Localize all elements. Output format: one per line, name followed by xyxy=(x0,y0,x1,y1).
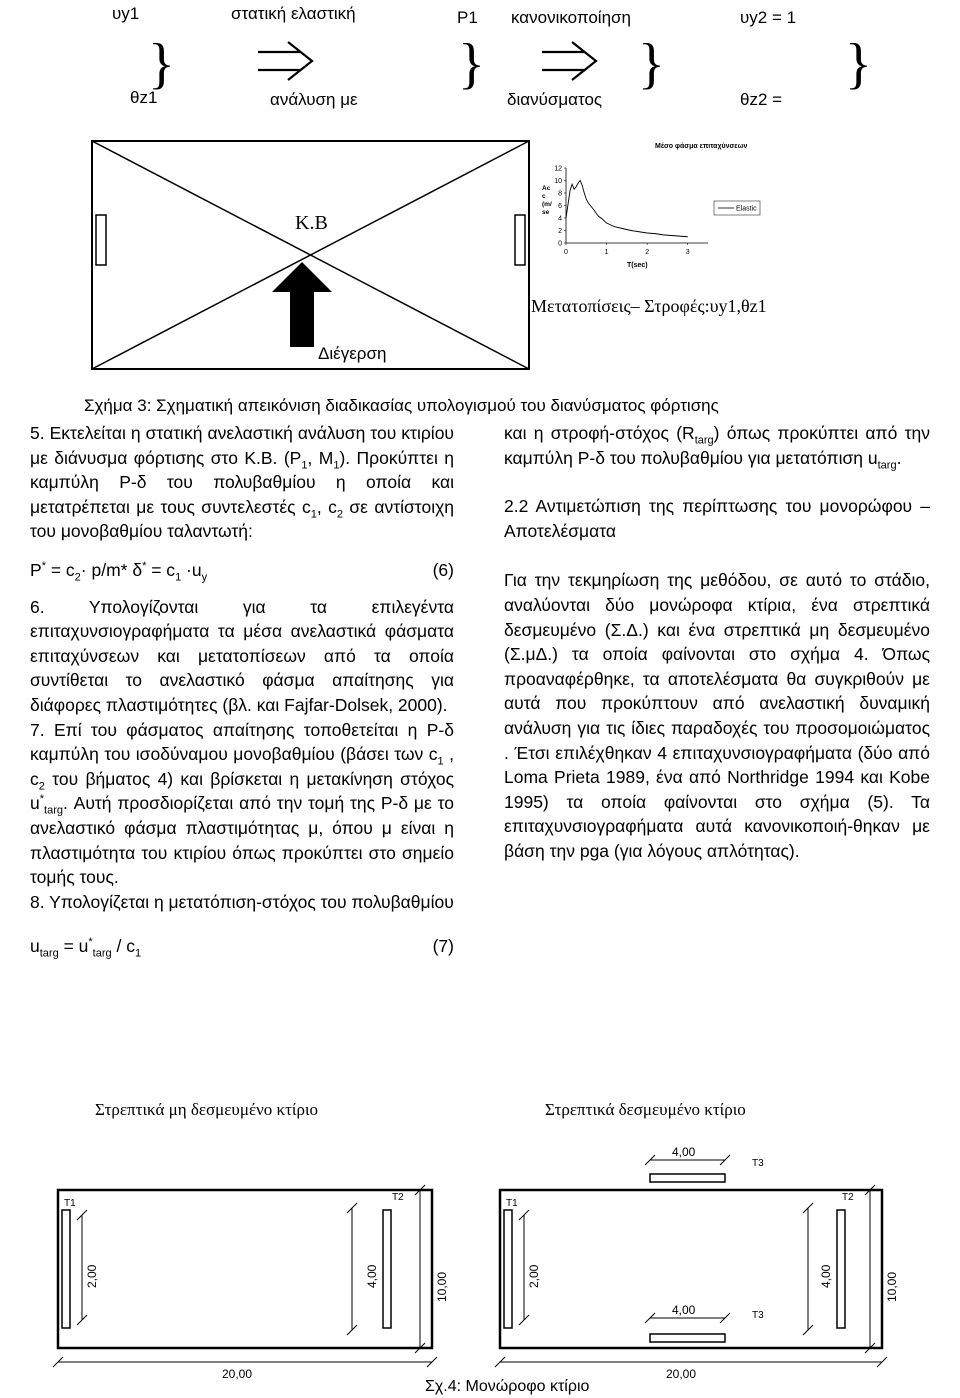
right-brace-icon: } xyxy=(638,33,665,95)
left-column xyxy=(30,421,454,959)
x-tick-label: 2 xyxy=(645,249,650,256)
wall-element xyxy=(650,1334,725,1342)
dim-10-left: 10,00 xyxy=(435,1271,449,1302)
thz1-label: θz1 xyxy=(130,88,158,107)
y-axis-label: Ac xyxy=(542,185,551,192)
fig4-right-title: Στρεπτικά δεσμευμένο κτίριο xyxy=(545,1100,746,1119)
t3-label: T3 xyxy=(752,1310,764,1321)
section-heading-2-2: 2.2 Αντιμετώπιση της περίπτωσης του μονορώφου – Αποτελέσματα xyxy=(504,496,930,541)
y-tick-label: 8 xyxy=(558,190,562,198)
legend-label: Elastic xyxy=(736,205,757,213)
dim-10-right: 10,00 xyxy=(885,1271,899,1302)
excitation-label: Διέγερση xyxy=(318,344,387,363)
t1-label: T1 xyxy=(506,1198,518,1209)
analysis-with-label: ανάλυση με xyxy=(270,90,358,109)
normalization-label: κανονικοποίηση xyxy=(511,8,631,27)
dim-4-left: 4,00 xyxy=(365,1264,379,1288)
y-tick-label: 0 xyxy=(558,240,562,248)
paragraph-step-8: 8. Υπολογίζεται η μετατόπιση-στόχος του πολυβαθμίου xyxy=(30,891,454,912)
figure-4-caption: Σχ.4: Μονώροφο κτίριο xyxy=(425,1378,590,1395)
paragraph-single-storey: Για την τεκμηρίωση της μεθόδου, σε αυτό το στάδιο, αναλύονται δύο μονώροφα κτίρια, ένα στρεπτικά δεσμευμένο (Σ.Δ.) και ένα στρεπτικά μη δεσμευμένο (Σ.μΔ.) τα οποία φαίνονται στο σχήμα 4. Όπως προαναφέρθηκε, τα αποτελέσματα θα συγκριθούν με αυτά που προκύπτουν από ανελαστική δυναμική ανάλυση για τις ίδιες παραδοχές του προσομοιώματος . Έτσι επιλέχθηκαν 4 επιταχυνσιογραφήματα (δύο από Loma Prieta 1989, ένα από Northridge 1994 και Kobe 1995) τα οποία φαίνονται στο σχήμα (5). Τα επιταχυνσιογραφήματα αυτά κανονικοποιή-θηκαν με βάση την pga (για λόγους απλότητας). xyxy=(504,570,930,861)
wall-element xyxy=(383,1210,391,1328)
p1-label: P1 xyxy=(457,8,478,27)
t2-label: T2 xyxy=(842,1192,854,1203)
dim-2-left: 2,00 xyxy=(85,1264,99,1288)
wall-element xyxy=(62,1210,70,1328)
implies-arrow-icon xyxy=(542,42,596,80)
excitation-arrow-icon xyxy=(272,262,332,352)
right-brace-icon: } xyxy=(845,33,872,95)
wall-element xyxy=(96,215,106,265)
wall-element xyxy=(837,1210,845,1328)
uy1-label: υy1 xyxy=(112,4,140,23)
chart-title: Μέσο φάσμα επιταχύνσεων xyxy=(655,143,748,150)
equation-number: (6) xyxy=(432,559,454,580)
wall-element xyxy=(515,215,525,265)
kb-label: K.B xyxy=(295,212,328,234)
static-elastic-label: στατική ελαστική xyxy=(231,4,356,23)
fig4-plans xyxy=(0,1140,960,1380)
implies-arrow-icon xyxy=(258,42,312,80)
x-tick-label: 0 xyxy=(564,249,568,256)
t3-label: T3 xyxy=(752,1158,764,1169)
implies-arrows xyxy=(0,0,960,120)
wall-element xyxy=(650,1174,725,1182)
wall-element xyxy=(504,1210,512,1328)
equation-6: $P^* = c_2\cdot p/m*$ $\delta^* = c_1 \cdot u_y$ (6) xyxy=(30,559,454,584)
displacements-label: Μετατοπίσεις– Στροφές:υy1,θz1 xyxy=(531,296,767,316)
paragraph-step-5: 5. Εκτελείται η στατική ανελαστική ανάλυση του κτιρίου με διάνυσμα φόρτισης στο K.B. ($P_1$, $M_1$). Προκύπτει η καμπύλη P-δ του πολυβαθμίου η οποία και μετατρέπεται με τους συντελεστές $c_1$, $c_2$ σε αντίστοιχη του μονοβαθμίου ταλαντωτή: xyxy=(30,423,455,542)
x-tick-label: 1 xyxy=(604,249,609,256)
right-building-plan xyxy=(495,1145,899,1381)
dim-2-right: 2,00 xyxy=(527,1264,541,1288)
equation-7: $u_{targ} = u^*_{targ} / c_1$ (7) xyxy=(30,936,454,960)
right-column xyxy=(504,421,930,864)
dim-4-top: 4,00 xyxy=(672,1145,696,1159)
y-tick-label: 12 xyxy=(554,165,562,173)
right-brace-icon: } xyxy=(148,33,175,95)
y-tick-label: 6 xyxy=(558,203,562,210)
dim-4-right: 4,00 xyxy=(819,1264,833,1288)
x-axis-label: T(sec) xyxy=(627,262,648,269)
y-axis-label: c xyxy=(542,193,546,200)
t2-label: T2 xyxy=(392,1192,404,1203)
equation-number: (7) xyxy=(432,936,454,957)
dim-20-right: 20,00 xyxy=(666,1367,697,1381)
y-axis-label: (m/ xyxy=(542,201,552,208)
spectrum-chart xyxy=(530,138,870,278)
vector-label: διανύσματος xyxy=(507,90,603,109)
t1-label: T1 xyxy=(64,1198,76,1209)
paragraph-target-rotation: και η στροφή-στόχος $(R_{targ})$ όπως προκύπτει από την καμπύλη P-δ του πολυβαθμίου για μετατόπιση $u_{targ}$. xyxy=(504,423,930,472)
paragraph-step-6: 6. Υπολογίζονται για τα επιλεγέντα επιταχυνσιογραφήματα τα μέσα ανελαστικά φάσματα επιταχύνσεων και μετατοπίσεων από τα οποία συντίθεται το ανελαστικό φάσμα απαίτησης για διάφορες πλαστιμότητες (βλ. και Fajfar-Dolsek, 2000). xyxy=(30,596,454,715)
right-brace-icon: } xyxy=(458,33,485,95)
dim-20-left: 20,00 xyxy=(222,1367,253,1381)
thz2-label: θz2 = xyxy=(740,90,783,109)
left-building-plan xyxy=(53,1185,449,1381)
y-axis-label: se xyxy=(542,209,550,216)
paragraph-step-7: 7. Επί του φάσματος απαίτησης τοποθετείται η P-δ καμπύλη του ισοδύναμου μονοβαθμίου (βάσει των $c_1$ , $c_2$ του βήματος 4) και βρίσκεται η μετακίνηση στόχος $u^*_{targ}$. Αυτή προσδιορίζεται από την τομή της P-δ με το ανελαστικό φάσμα πλαστιμότητας μ, όπου μ είναι η πλαστιμότητα του κτιρίου όπως προκύπτει στο σημείο τομής τους. xyxy=(30,719,454,888)
uy2-label: υy2 = 1 xyxy=(740,8,797,27)
dim-4-bottom: 4,00 xyxy=(672,1303,696,1317)
elastic-series-line xyxy=(566,181,688,237)
y-tick-label: 10 xyxy=(554,178,562,185)
fig4-left-title: Στρεπτικά μη δεσμευμένο κτίριο xyxy=(95,1100,319,1119)
y-tick-label: 4 xyxy=(558,215,562,223)
y-tick-label: 2 xyxy=(558,228,562,235)
x-tick-label: 3 xyxy=(685,249,690,256)
figure-3-caption: Σχήμα 3: Σχηματική απεικόνιση διαδικασίας υπολογισμού του διανύσματος φόρτισης xyxy=(84,396,719,415)
